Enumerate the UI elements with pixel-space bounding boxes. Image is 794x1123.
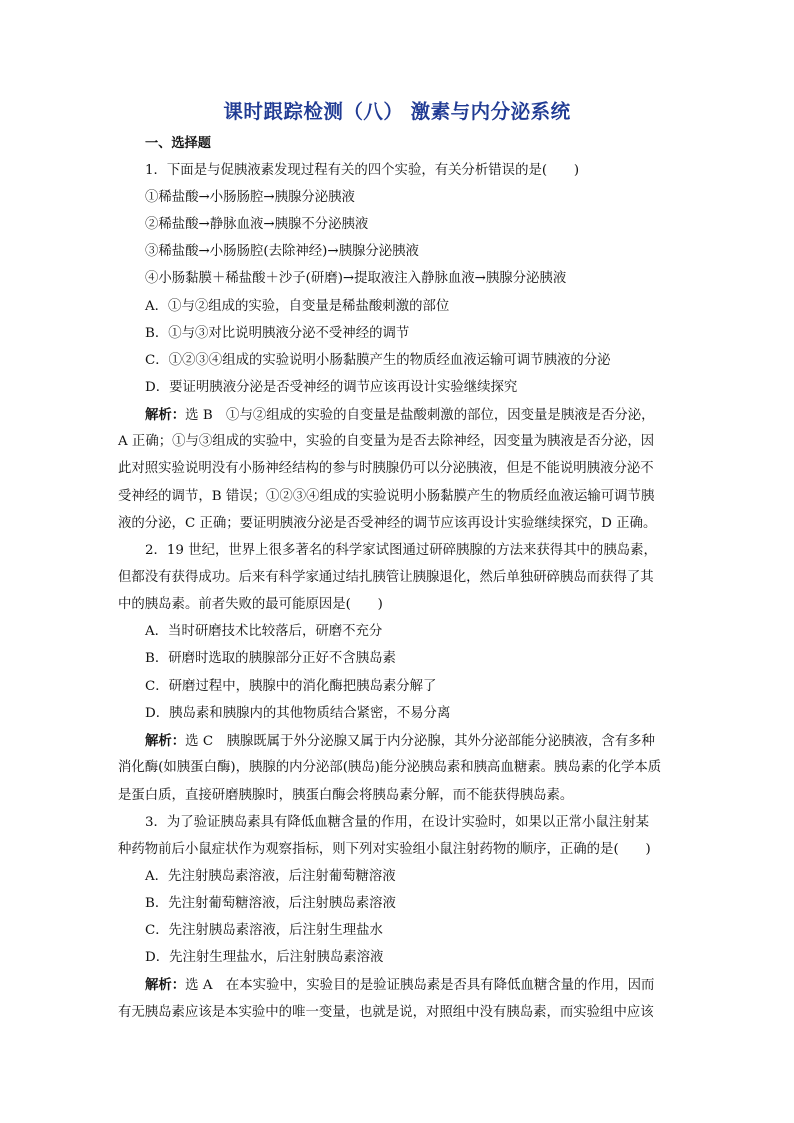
question-1-option-c: C．①②③④组成的实验说明小肠黏膜产生的物质经血液运输可调节胰液的分泌 — [145, 353, 611, 368]
question-3-option-b: B．先注射葡萄糖溶液，后注射胰岛素溶液 — [145, 896, 396, 911]
question-1-option-d: D．要证明胰液分泌是否受神经的调节应该再设计实验继续探究 — [145, 380, 518, 395]
question-1-experiment: ④小肠黏膜＋稀盐酸＋沙子(研磨)→提取液注入静脉血液→胰腺分泌胰液 — [145, 271, 567, 286]
page-title: 课时跟踪检测（八） 激素与内分泌系统 — [223, 100, 571, 123]
question-3-stem: 种药物前后小鼠症状作为观察指标，则下列对实验组小鼠注射药物的顺序，正确的是( ) — [118, 842, 651, 857]
question-3-option-c: C．先注射胰岛素溶液，后注射生理盐水 — [145, 923, 383, 938]
question-1-experiment: ③稀盐酸→小肠肠腔(去除神经)→胰腺分泌胰液 — [145, 244, 419, 259]
question-1-analysis-line: 液的分泌，C 正确；要证明胰液分泌是否受神经的调节应该再设计实验继续探究，D 正确。 — [118, 516, 657, 531]
question-3-option-d: D．先注射生理盐水，后注射胰岛素溶液 — [145, 950, 384, 965]
question-1-analysis-line: 受神经的调节，B 错误；①②③④组成的实验说明小肠黏膜产生的物质经血液运输可调节胰 — [118, 489, 655, 504]
question-2-analysis-line: 消化酶(如胰蛋白酶)，胰腺的内分泌部(胰岛)能分泌胰岛素和胰高血糖素。胰岛素的化学本质 — [118, 760, 662, 775]
question-2-analysis-line: 是蛋白质，直接研磨胰腺时，胰蛋白酶会将胰岛素分解，而不能获得胰岛素。 — [118, 788, 574, 803]
question-2-option-c: C．研磨过程中，胰腺中的消化酶把胰岛素分解了 — [145, 679, 437, 694]
analysis-text: 选 B ①与②组成的实验的自变量是盐酸刺激的部位，因变量是胰液是否分泌， — [185, 408, 655, 423]
analysis-text: 选 A 在本实验中，实验目的是验证胰岛素是否具有降低血糖含量的作用，因而 — [185, 978, 655, 993]
question-2-option-d: D．胰岛素和胰腺内的其他物质结合紧密，不易分离 — [145, 706, 451, 721]
question-3-analysis-line — [145, 976, 654, 995]
question-1-analysis-line: 此对照实验说明没有小肠神经结构的参与时胰腺仍可以分泌胰液，但是不能说明胰液分泌不 — [118, 461, 654, 476]
question-1-analysis-line — [145, 406, 655, 425]
question-2-stem: 中的胰岛素。前者失败的最可能原因是( ) — [118, 597, 383, 612]
question-2-stem: 但都没有获得成功。后来有科学家通过结扎胰管让胰腺退化，然后单独研碎胰岛而获得了其 — [118, 570, 654, 585]
question-3-stem: 3．为了验证胰岛素具有降低血糖含量的作用，在设计实验时，如果以正常小鼠注射某 — [145, 815, 649, 830]
analysis-text: 选 C 胰腺既属于外分泌腺又属于内分泌腺，其外分泌部能分泌胰液，含有多种 — [185, 734, 655, 749]
analysis-label: 解析： — [145, 733, 186, 749]
question-2-stem: 2．19 世纪，世界上很多著名的科学家试图通过研碎胰腺的方法来获得其中的胰岛素， — [145, 543, 657, 558]
question-3-analysis-line: 有无胰岛素应该是本实验中的唯一变量，也就是说，对照组中没有胰岛素，而实验组中应该 — [118, 1005, 654, 1020]
question-2-analysis-line — [145, 732, 655, 751]
question-1-analysis-line: A 正确；①与③组成的实验中，实验的自变量为是否去除神经，因变量为胰液是否分泌，因 — [118, 434, 655, 449]
question-1-stem: 1．下面是与促胰液素发现过程有关的四个实验，有关分析错误的是( ) — [145, 163, 580, 178]
question-3-option-a: A．先注射胰岛素溶液，后注射葡萄糖溶液 — [145, 869, 396, 884]
question-1-experiment: ②稀盐酸→静脉血液→胰腺不分泌胰液 — [145, 217, 369, 232]
question-2-option-b: B．研磨时选取的胰腺部分正好不含胰岛素 — [145, 651, 396, 666]
analysis-label: 解析： — [145, 407, 186, 423]
question-1-option-a: A．①与②组成的实验，自变量是稀盐酸刺激的部位 — [145, 299, 450, 314]
analysis-label: 解析： — [145, 977, 186, 993]
question-2-option-a: A．当时研磨技术比较落后，研磨不充分 — [145, 624, 383, 639]
section-heading: 一、选择题 — [145, 136, 211, 151]
question-1-experiment: ①稀盐酸→小肠肠腔→胰腺分泌胰液 — [145, 190, 355, 205]
question-1-option-b: B．①与③对比说明胰液分泌不受神经的调节 — [145, 326, 410, 341]
